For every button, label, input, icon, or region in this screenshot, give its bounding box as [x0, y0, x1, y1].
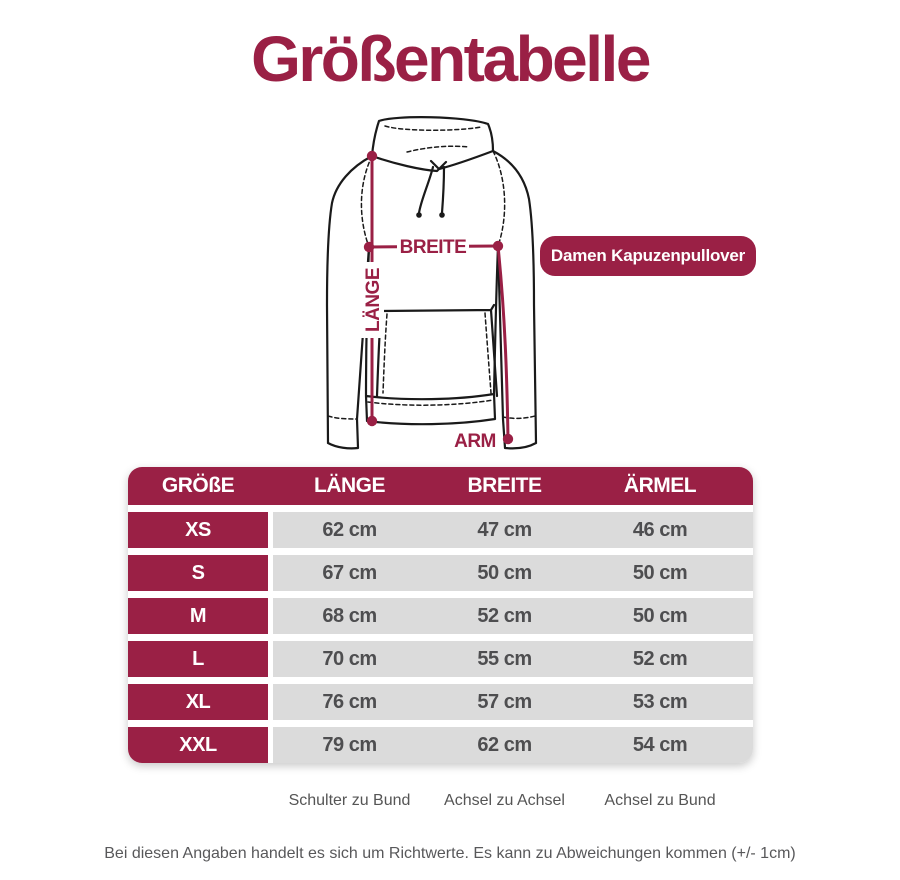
pocket-outline [377, 305, 497, 396]
size-cell: M [128, 598, 268, 634]
table-header-row [128, 467, 753, 505]
breite-label: BREITE [399, 237, 467, 258]
table-row-xxl [128, 727, 753, 763]
value-aermel: 53 cm [632, 690, 688, 713]
value-aermel: 54 cm [632, 733, 688, 756]
hem-point-dot [367, 416, 377, 426]
header-aermel: ÄRMEL [623, 474, 697, 497]
hood-outline [372, 117, 493, 156]
table-row-m [128, 598, 753, 634]
value-breite: 55 cm [477, 647, 532, 670]
value-laenge: 62 cm [322, 518, 377, 541]
size-cell: XS [128, 512, 268, 548]
value-aermel: 50 cm [632, 561, 688, 584]
footnote-breite: Achsel zu Achsel [444, 792, 565, 809]
value-laenge: 79 cm [322, 733, 377, 756]
value-breite: 47 cm [477, 518, 532, 541]
value-breite: 52 cm [477, 604, 532, 627]
size-cell: S [128, 555, 268, 591]
hoodie-measurement-diagram [295, 105, 560, 465]
footnote-aermel: Achsel zu Bund [604, 792, 716, 809]
pocket-stitch-dashed [383, 313, 491, 393]
header-laenge: LÄNGE [314, 474, 385, 497]
right-sleeve-outline [493, 151, 536, 448]
size-cell: L [128, 641, 268, 677]
collar-seam-dashed [407, 146, 469, 152]
drawstring-tip-left [416, 212, 422, 218]
product-badge [540, 236, 756, 276]
cuff-point-dot [503, 434, 513, 444]
hem-dashed [368, 400, 493, 405]
value-breite: 57 cm [477, 690, 532, 713]
table-row-l [128, 641, 753, 677]
size-table [128, 467, 753, 763]
disclaimer-text: Bei diesen Angaben handelt es sich um Richtwerte. Es kann zu Abweichungen kommen (+/- 1cm) [104, 845, 796, 862]
measurement-footnotes [273, 792, 751, 810]
table-row-xl [128, 684, 753, 720]
row-values [273, 555, 753, 591]
value-aermel: 52 cm [632, 647, 688, 670]
arm-label: ARM [454, 431, 496, 452]
page-title: Größentabelle [251, 23, 649, 95]
laenge-label: LÄNGE [363, 268, 384, 332]
value-laenge: 76 cm [322, 690, 377, 713]
shoulder-point-dot [367, 151, 377, 161]
left-armhole-dashed [361, 156, 372, 247]
hood-seam-dashed [385, 126, 481, 130]
table-row-s [128, 555, 753, 591]
row-values [273, 684, 753, 720]
table-body [128, 512, 753, 763]
row-values [273, 727, 753, 763]
product-badge-label: Damen Kapuzenpullover [550, 246, 746, 265]
value-laenge: 68 cm [322, 604, 377, 627]
armpit-left-dot [364, 242, 374, 252]
row-values [273, 641, 753, 677]
table-row-xs [128, 512, 753, 548]
footnote-laenge: Schulter zu Bund [288, 792, 411, 809]
drawstring-right [442, 167, 444, 213]
left-cuff-dashed [328, 416, 357, 419]
value-breite: 50 cm [477, 561, 532, 584]
value-laenge: 67 cm [322, 561, 377, 584]
right-armhole-dashed [493, 151, 505, 246]
drawstring-left [419, 167, 433, 213]
row-values [273, 598, 753, 634]
value-breite: 62 cm [477, 733, 532, 756]
armpit-right-dot [493, 241, 503, 251]
value-aermel: 50 cm [632, 604, 688, 627]
header-groesse: GRÖßE [161, 474, 235, 497]
value-laenge: 70 cm [322, 647, 377, 670]
drawstring-tip-right [439, 212, 445, 218]
header-breite: BREITE [467, 474, 542, 497]
size-cell: XXL [128, 727, 268, 763]
size-cell: XL [128, 684, 268, 720]
hoodie-illustration [295, 105, 560, 465]
value-aermel: 46 cm [632, 518, 688, 541]
row-values [273, 512, 753, 548]
